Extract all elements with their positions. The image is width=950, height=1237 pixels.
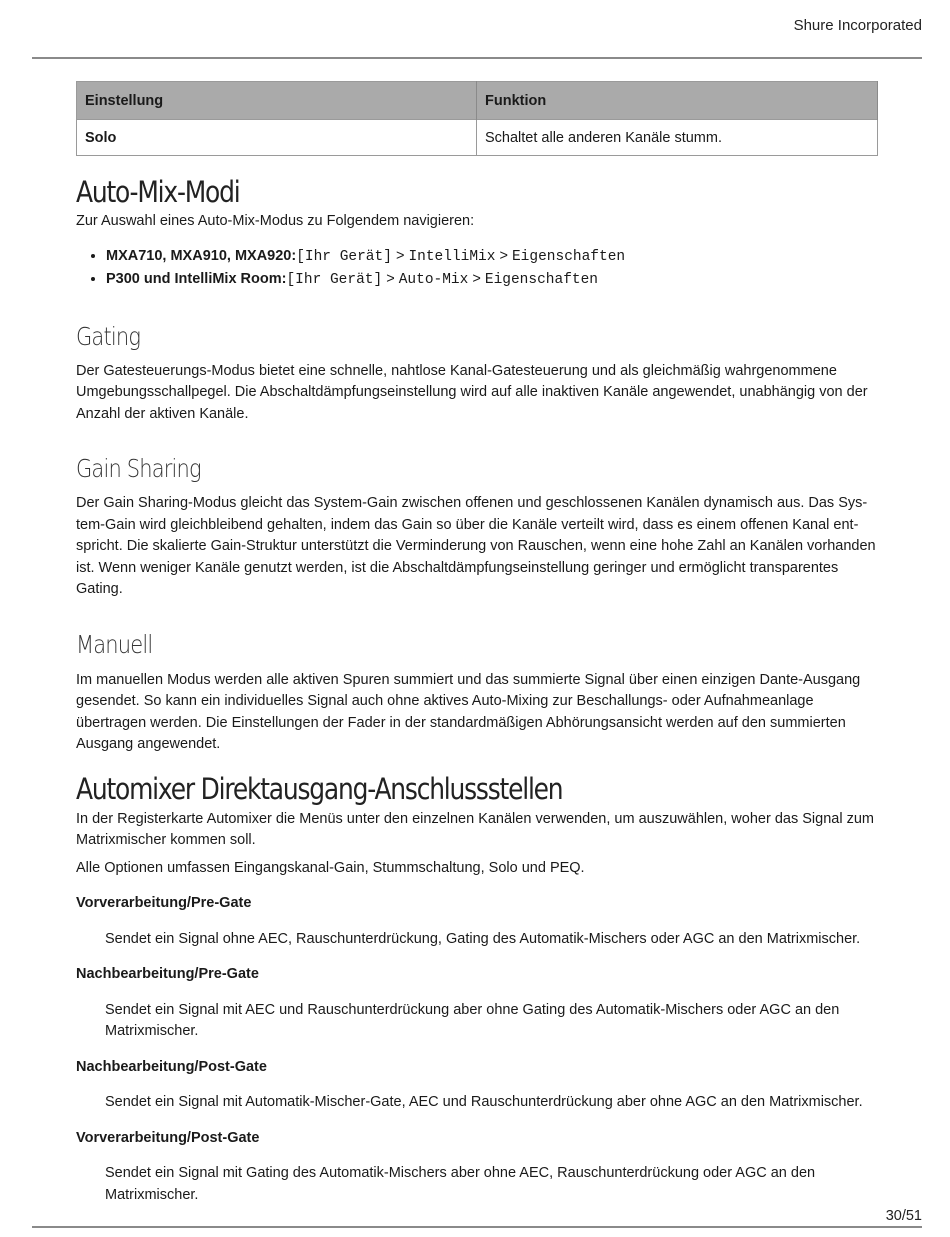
nav-separator: > — [472, 271, 481, 287]
term-definition: Sendet ein Signal mit Automatik-Mischer-Gate, AEC und Rauschunterdrückung aber ohne AGC an den Matrixmischer. — [105, 1094, 863, 1110]
header-rule — [32, 57, 922, 59]
term-definition: Sendet ein Signal mit AEC und Rauschunterdrückung aber ohne Gating des Automatik-Mischers oder AGC an den Matrixmischer. — [105, 1001, 840, 1039]
heading-gain-sharing: Gain Sharing — [76, 454, 201, 483]
nav-path-step: Auto-Mix — [398, 272, 469, 288]
nav-path-step: [Ihr Gerät] — [296, 248, 392, 265]
footer-rule — [32, 1226, 922, 1228]
term-label: Vorverarbeitung/Post-Gate — [76, 1129, 260, 1146]
auto-mix-intro: Zur Auswahl eines Auto-Mix-Modus zu Folgendem navigieren: — [76, 213, 475, 229]
device-label: MXA710, MXA910, MXA920: — [106, 247, 297, 264]
settings-table — [76, 81, 878, 156]
gating-body: Der Gatesteuerungs-Modus bietet eine schnelle, nahtlose Kanal-Gatesteuerung und als gleichmäßig wahrgenommene Umgebungsschallpegel. Die Abschaltdämpfungseinstellung wird auf alle inaktiven Kanäle angewendet, unabhängig von der Anzahl der aktiven Kanäle. — [76, 362, 868, 422]
table-header-row — [77, 82, 878, 120]
nav-path-step: [Ihr Gerät] — [286, 272, 383, 288]
term-definition: Sendet ein Signal mit Gating des Automatik-Mischers aber ohne AEC, Rauschunterdrückung oder AGC an den Matrixmischer. — [105, 1165, 816, 1203]
nav-path-step: Eigenschaften — [484, 272, 598, 288]
list-item — [106, 245, 878, 269]
manuell-body: Im manuellen Modus werden alle aktiven Spuren summiert und das summierte Signal über einen einzigen Dante-Ausgang gesendet. So kann ein individuelles Signal auch ohne aktives Auto-Mixing zur Beschallungs- oder Aufnahmeanlage übertragen werden. Die Einstellungen der Fader in der standardmäßigen Abhörungsansicht werden auf den summierten Ausgang angewendet. — [76, 671, 861, 752]
company-name: Shure Incorporated — [793, 17, 922, 34]
heading-auto-mix: Auto-Mix-Modi — [76, 175, 240, 209]
direct-out-intro: In der Registerkarte Automixer die Menüs unter den einzelnen Kanälen verwenden, um auszuwählen, woher das Signal zum Matrixmischer kommen soll. — [76, 810, 874, 848]
term-label: Vorverarbeitung/Pre-Gate — [76, 895, 252, 911]
heading-manuell: Manuell — [76, 629, 153, 659]
table-header: Funktion — [477, 82, 878, 120]
nav-path-step: Eigenschaften — [511, 248, 626, 265]
device-label: P300 und IntelliMix Room: — [106, 271, 287, 287]
page-content — [76, 81, 878, 1206]
nav-separator: > — [386, 271, 395, 287]
nav-separator: > — [395, 247, 405, 264]
direct-out-options: Alle Optionen umfassen Eingangskanal-Gain, Stummschaltung, Solo und PEQ. — [76, 859, 585, 876]
term-label: Nachbearbeitung/Pre-Gate — [76, 966, 259, 982]
heading-direct-out: Automixer Direktausgang-Anschlussstellen — [76, 771, 563, 806]
nav-path-step: IntelliMix — [408, 248, 496, 265]
term-definition: Sendet ein Signal ohne AEC, Rauschunterdrückung, Gating des Automatik-Mischers oder AGC an den Matrixmischer. — [105, 930, 861, 947]
table-cell-function: Schaltet alle anderen Kanäle stumm. — [477, 120, 878, 156]
gain-sharing-body: Der Gain Sharing-Modus gleicht das System-Gain zwischen offenen und geschlossenen Kanälen dynamisch aus. Das System-Gain wird gleichbleibend gehalten, indem das Gain so über die Kanäle verteilt wird, dass es einem offenen Kanal entspricht. Die skalierte Gain-Struktur unterstützt die Verminderung von Rauschen, wenn eine hohe Zahl an Kanälen vorhanden ist. Wenn weniger Kanäle genutzt werden, ist die Abschaltdämpfungseinstellung geringer und ermöglicht transparentes Gating. — [76, 495, 876, 597]
table-cell-setting: Solo — [77, 120, 477, 156]
list-item — [106, 268, 878, 292]
page-number: 30/51 — [885, 1208, 922, 1224]
nav-separator: > — [499, 247, 508, 264]
table-header: Einstellung — [77, 82, 477, 120]
heading-gating: Gating — [76, 321, 141, 351]
navigation-list — [76, 245, 878, 292]
term-label: Nachbearbeitung/Post-Gate — [76, 1058, 267, 1075]
table-row — [77, 120, 878, 156]
